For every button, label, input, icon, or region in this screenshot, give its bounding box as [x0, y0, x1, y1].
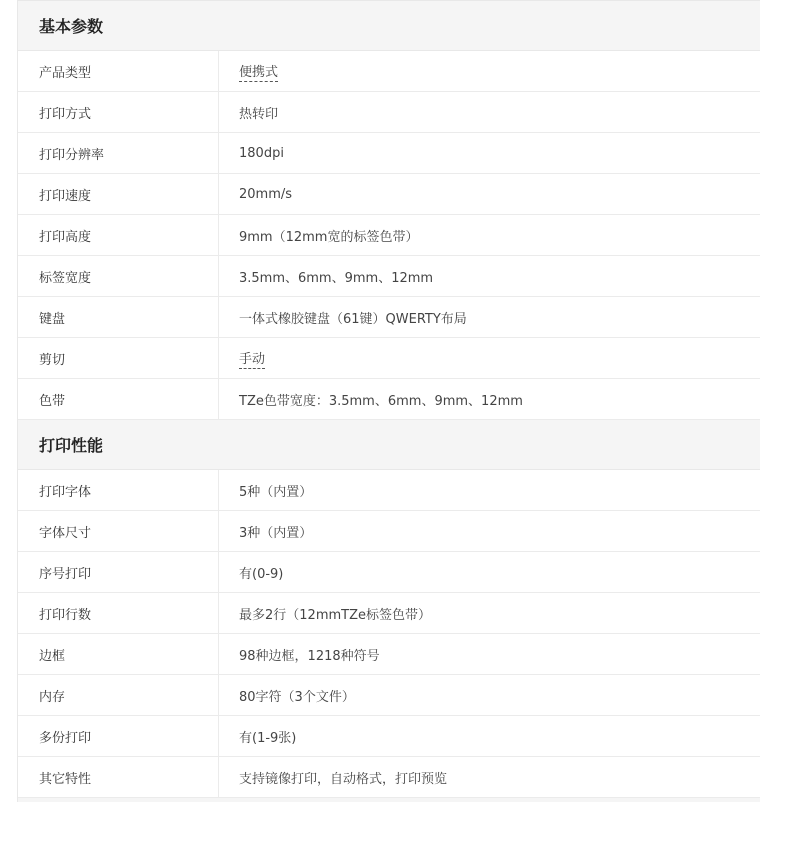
row-label: 边框	[18, 634, 219, 674]
table-row	[18, 716, 760, 757]
row-value-cell	[219, 511, 760, 551]
table-row	[18, 379, 760, 420]
row-value: 支持镜像打印，自动格式，打印预览	[239, 771, 448, 787]
row-value-cell	[219, 174, 760, 214]
row-label: 剪切	[18, 338, 219, 378]
table-row	[18, 675, 760, 716]
row-label: 打印行数	[18, 593, 219, 633]
row-value: 热转印	[239, 106, 279, 122]
table-row	[18, 757, 760, 798]
spec-table	[17, 0, 760, 802]
row-value: 有(0-9)	[239, 566, 284, 582]
row-value: 20mm/s	[239, 186, 293, 202]
table-bottom-edge	[18, 798, 760, 802]
row-label: 打印高度	[18, 215, 219, 255]
table-row	[18, 215, 760, 256]
row-value-cell	[219, 470, 760, 510]
row-label: 打印字体	[18, 470, 219, 510]
row-value-cell	[219, 297, 760, 337]
table-row	[18, 593, 760, 634]
row-value-cell	[219, 552, 760, 592]
section-header: 打印性能	[18, 420, 760, 470]
table-row	[18, 552, 760, 593]
row-value-cell	[219, 92, 760, 132]
table-row	[18, 51, 760, 92]
row-value-cell	[219, 133, 760, 173]
row-label: 键盘	[18, 297, 219, 337]
value-link[interactable]: 便携式	[239, 61, 278, 82]
row-label: 色带	[18, 379, 219, 419]
row-value-cell	[219, 634, 760, 674]
value-link[interactable]: 手动	[239, 348, 265, 369]
row-value: 98种边框，1218种符号	[239, 648, 380, 664]
row-label: 内存	[18, 675, 219, 715]
row-value-cell	[219, 256, 760, 296]
section-header: 基本参数	[18, 1, 760, 51]
row-label: 其它特性	[18, 757, 219, 797]
row-label: 字体尺寸	[18, 511, 219, 551]
row-value: 最多2行（12mmTZe标签色带）	[239, 607, 431, 623]
row-value-cell	[219, 593, 760, 633]
row-label: 序号打印	[18, 552, 219, 592]
row-value-cell	[219, 338, 760, 378]
row-label: 打印速度	[18, 174, 219, 214]
table-row	[18, 511, 760, 552]
table-row	[18, 470, 760, 511]
row-label: 产品类型	[18, 51, 219, 91]
table-row	[18, 256, 760, 297]
row-value-cell	[219, 379, 760, 419]
row-value: 有(1-9张)	[239, 730, 297, 746]
row-value-cell	[219, 757, 760, 797]
row-value: 3种（内置）	[239, 525, 313, 541]
row-label: 打印分辨率	[18, 133, 219, 173]
table-row	[18, 634, 760, 675]
row-value-cell	[219, 51, 760, 91]
table-row	[18, 338, 760, 379]
row-value-cell	[219, 716, 760, 756]
row-value: 3.5mm、6mm、9mm、12mm	[239, 270, 434, 286]
row-label: 打印方式	[18, 92, 219, 132]
row-value-cell	[219, 675, 760, 715]
row-value-cell	[219, 215, 760, 255]
row-value: 180dpi	[239, 145, 284, 161]
row-value: 80字符（3个文件）	[239, 689, 355, 705]
row-label: 多份打印	[18, 716, 219, 756]
table-row	[18, 174, 760, 215]
row-value: TZe色带宽度：3.5mm、6mm、9mm、12mm	[239, 393, 523, 409]
row-value: 5种（内置）	[239, 484, 313, 500]
row-value: 一体式橡胶键盘（61键）QWERTY布局	[239, 311, 467, 327]
row-label: 标签宽度	[18, 256, 219, 296]
table-row	[18, 297, 760, 338]
table-row	[18, 92, 760, 133]
table-row	[18, 133, 760, 174]
row-value: 9mm（12mm宽的标签色带）	[239, 229, 419, 245]
